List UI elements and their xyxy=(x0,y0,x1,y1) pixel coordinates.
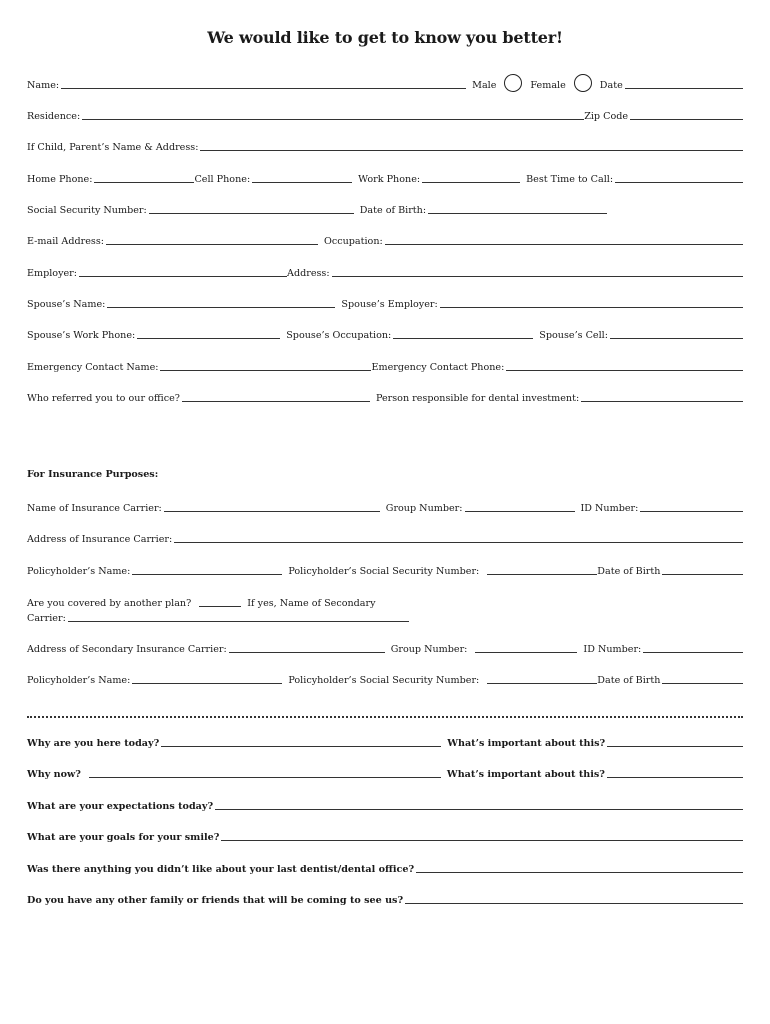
group-number2-field[interactable] xyxy=(475,642,577,653)
why-here-label: Why are you here today? xyxy=(27,738,160,749)
occupation-label: Occupation: xyxy=(323,236,383,247)
spouse-occupation-field[interactable] xyxy=(393,328,533,339)
address-label: Address: xyxy=(287,268,330,279)
spouse-employer-label: Spouse’s Employer: xyxy=(341,299,438,310)
didnt-like-field[interactable] xyxy=(416,862,743,873)
referred-field[interactable] xyxy=(182,391,370,402)
ssn-field[interactable] xyxy=(149,203,354,214)
home-phone-field[interactable] xyxy=(94,172,194,183)
home-phone-label: Home Phone: xyxy=(27,174,93,185)
policyholder-name-field[interactable] xyxy=(132,564,282,575)
work-phone-label: Work Phone: xyxy=(358,174,421,185)
spouse-cell-label: Spouse’s Cell: xyxy=(539,330,608,341)
spouse-occupation-label: Spouse’s Occupation: xyxy=(286,330,392,341)
id-number2-label: ID Number: xyxy=(583,644,642,655)
parent-field[interactable] xyxy=(200,140,743,151)
policyholder-ssn2-field[interactable] xyxy=(487,673,597,684)
emergency-phone-field[interactable] xyxy=(506,360,743,371)
responsible-field[interactable] xyxy=(581,391,743,402)
policyholder-ssn-label: Policyholder’s Social Security Number: xyxy=(288,566,480,577)
id-number-field[interactable] xyxy=(640,501,743,512)
spouse-name-field[interactable] xyxy=(107,297,335,308)
group-number-field[interactable] xyxy=(465,501,575,512)
important2-label: What’s important about this? xyxy=(446,769,605,780)
residence-label: Residence: xyxy=(27,111,81,122)
why-now-row xyxy=(27,766,743,780)
family-field[interactable] xyxy=(405,893,743,904)
dob-field[interactable] xyxy=(428,203,607,214)
responsible-label: Person responsible for dental investment: xyxy=(375,393,580,404)
expectations-row xyxy=(27,798,743,812)
didnt-like-row xyxy=(27,861,743,875)
important2-field[interactable] xyxy=(607,767,743,778)
spouse-contact-row xyxy=(27,327,743,341)
goals-field[interactable] xyxy=(221,830,743,841)
spouse-employer-field[interactable] xyxy=(440,297,743,308)
male-radio[interactable] xyxy=(504,74,522,92)
expectations-label: What are your expectations today? xyxy=(27,801,214,812)
email-field[interactable] xyxy=(106,234,318,245)
emergency-phone-label: Emergency Contact Phone: xyxy=(371,362,505,373)
date-label: Date xyxy=(599,80,623,91)
name-row xyxy=(27,77,743,91)
parent-row xyxy=(27,139,743,153)
spouse-name-label: Spouse’s Name: xyxy=(27,299,106,310)
goals-row xyxy=(27,829,743,843)
if-yes-label: If yes, Name of Secondary xyxy=(247,598,376,609)
employer-field[interactable] xyxy=(79,266,287,277)
policyholder-dob2-field[interactable] xyxy=(662,673,743,684)
secondary-carrier-label: Carrier: xyxy=(27,613,66,624)
employer-label: Employer: xyxy=(27,268,78,279)
another-plan-label: Are you covered by another plan? xyxy=(27,598,192,609)
email-row xyxy=(27,233,743,247)
secondary-address-label: Address of Secondary Insurance Carrier: xyxy=(27,644,227,655)
carrier-name-field[interactable] xyxy=(164,501,380,512)
policyholder-dob2-label: Date of Birth xyxy=(597,675,661,686)
didnt-like-label: Was there anything you didn’t like about your last dentist/dental office? xyxy=(27,864,415,875)
work-phone-field[interactable] xyxy=(422,172,520,183)
group-number-label: Group Number: xyxy=(385,503,463,514)
secondary-address-field[interactable] xyxy=(229,642,385,653)
policyholder-dob-label: Date of Birth xyxy=(597,566,661,577)
cell-phone-label: Cell Phone: xyxy=(194,174,251,185)
carrier-address-field[interactable] xyxy=(174,532,743,543)
id-number2-field[interactable] xyxy=(643,642,743,653)
female-radio[interactable] xyxy=(574,74,592,92)
policyholder-ssn2-label: Policyholder’s Social Security Number: xyxy=(288,675,480,686)
ssn-row xyxy=(27,202,607,216)
another-plan-field[interactable] xyxy=(199,596,241,607)
dob-label: Date of Birth: xyxy=(359,205,427,216)
spouse-row xyxy=(27,296,743,310)
policyholder-name2-label: Policyholder’s Name: xyxy=(27,675,131,686)
insurance-heading: For Insurance Purposes: xyxy=(27,469,159,480)
carrier-address-label: Address of Insurance Carrier: xyxy=(27,534,173,545)
cell-phone-field[interactable] xyxy=(252,172,352,183)
carrier-address-row xyxy=(27,531,743,545)
family-row xyxy=(27,892,743,906)
referred-label: Who referred you to our office? xyxy=(27,393,180,404)
occupation-field[interactable] xyxy=(385,234,743,245)
parent-label: If Child, Parent’s Name & Address: xyxy=(27,142,199,153)
date-field[interactable] xyxy=(625,78,743,89)
why-here-row xyxy=(27,735,743,749)
zip-label: Zip Code xyxy=(584,111,629,122)
spouse-work-phone-label: Spouse’s Work Phone: xyxy=(27,330,136,341)
dotted-divider xyxy=(27,706,743,718)
phones-row xyxy=(27,171,743,185)
policyholder-ssn-field[interactable] xyxy=(487,564,597,575)
secondary-carrier-row xyxy=(27,610,409,624)
group-number2-label: Group Number: xyxy=(390,644,468,655)
male-label: Male xyxy=(472,80,497,91)
name-label: Name: xyxy=(27,80,60,91)
important1-field[interactable] xyxy=(607,736,743,747)
policyholder-row xyxy=(27,563,743,577)
policyholder-name2-field[interactable] xyxy=(132,673,282,684)
zip-field[interactable] xyxy=(630,109,743,120)
secondary-address-row xyxy=(27,641,743,655)
policyholder-name-label: Policyholder’s Name: xyxy=(27,566,131,577)
employer-row xyxy=(27,265,743,279)
why-here-field[interactable] xyxy=(161,736,441,747)
email-label: E-mail Address: xyxy=(27,236,104,247)
id-number-label: ID Number: xyxy=(580,503,639,514)
spouse-work-phone-field[interactable] xyxy=(137,328,280,339)
emergency-row xyxy=(27,359,743,373)
important1-label: What’s important about this? xyxy=(447,738,606,749)
family-label: Do you have any other family or friends that will be coming to see us? xyxy=(27,895,404,906)
carrier-name-label: Name of Insurance Carrier: xyxy=(27,503,162,514)
another-plan-row xyxy=(27,595,427,609)
why-now-label: Why now? xyxy=(27,769,81,780)
ssn-label: Social Security Number: xyxy=(27,205,147,216)
best-time-label: Best Time to Call: xyxy=(526,174,614,185)
form-title: We would like to get to know you better! xyxy=(207,28,563,47)
emergency-name-label: Emergency Contact Name: xyxy=(27,362,159,373)
why-now-field[interactable] xyxy=(89,767,441,778)
address-field[interactable] xyxy=(332,266,743,277)
policyholder-dob-field[interactable] xyxy=(662,564,743,575)
residence-field[interactable] xyxy=(82,109,584,120)
spouse-cell-field[interactable] xyxy=(610,328,743,339)
referral-row xyxy=(27,390,743,404)
carrier-row xyxy=(27,500,743,514)
expectations-field[interactable] xyxy=(215,799,743,810)
emergency-name-field[interactable] xyxy=(160,360,371,371)
best-time-field[interactable] xyxy=(615,172,743,183)
goals-label: What are your goals for your smile? xyxy=(27,832,220,843)
policyholder2-row xyxy=(27,672,743,686)
female-label: Female xyxy=(530,80,566,91)
name-field[interactable] xyxy=(61,78,466,89)
secondary-carrier-field[interactable] xyxy=(68,611,409,622)
residence-row xyxy=(27,108,743,122)
